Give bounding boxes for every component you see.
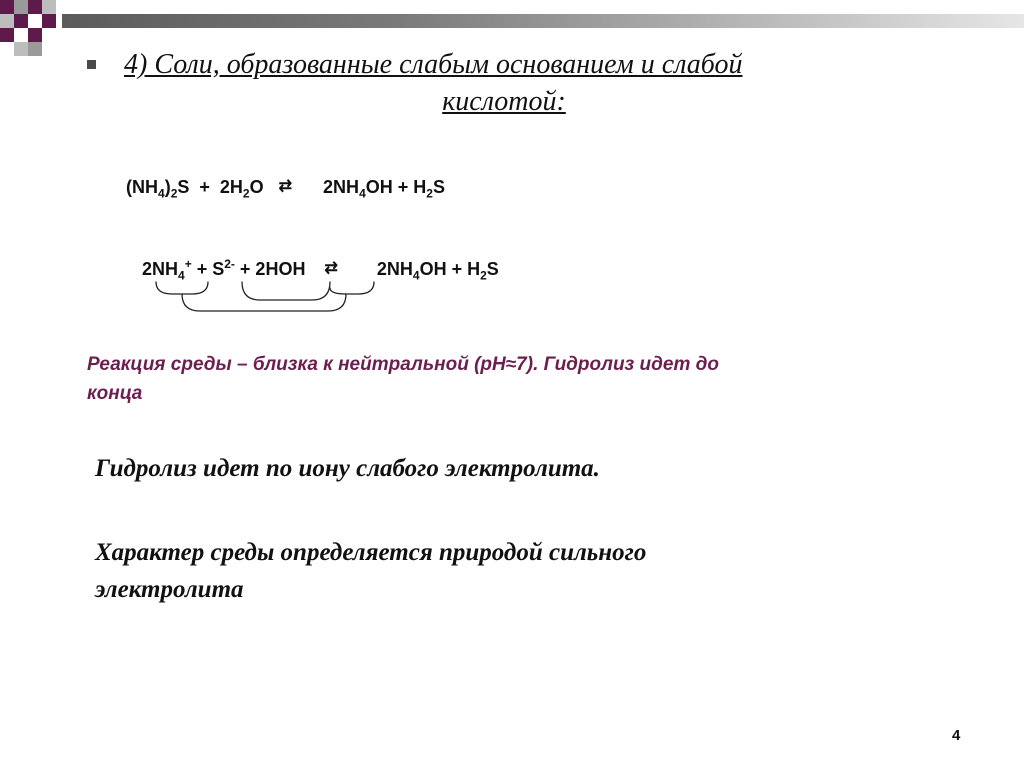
eq1-part: OH + H — [365, 177, 427, 197]
eq1-sub: 2 — [242, 186, 250, 201]
conclusion-1-text: Гидролиз идет по иону слабого электролита. — [95, 455, 600, 482]
equation-molecular — [126, 177, 445, 201]
eq2-part: 2NH — [376, 259, 413, 279]
corner-block-1 — [0, 0, 14, 14]
conclusion-2-line-1: Характер среды определяется природой сильного — [95, 539, 647, 566]
title-line-2: кислотой: — [442, 86, 566, 117]
eq2-part: OH + H — [419, 259, 481, 279]
reaction-medium-note — [87, 350, 957, 408]
conclusion-hydrolysis-ion — [95, 450, 915, 487]
conclusion-2-line-2: электролита — [95, 576, 244, 603]
reaction-note-line-2: конца — [87, 383, 143, 404]
eq1-part: O — [249, 177, 264, 197]
eq1-part: (NH — [126, 177, 158, 197]
corner-block-7 — [42, 14, 56, 28]
eq1-part: S — [432, 177, 445, 197]
eq1-part: 2NH — [323, 177, 360, 197]
eq2-sub: 4 — [178, 268, 185, 283]
corner-block-8 — [0, 28, 14, 42]
eq2-part: S — [486, 259, 499, 279]
title-line-1: 4) Соли, образованные слабым основанием и слабой — [124, 49, 743, 80]
corner-block-3 — [28, 0, 42, 14]
eq1-sub: 4 — [158, 186, 165, 201]
eq2-sub: 4 — [412, 268, 420, 283]
eq2-sub: 2 — [480, 268, 487, 283]
eq1-sub: 4 — [359, 186, 366, 201]
corner-block-10 — [14, 42, 28, 56]
bullet-square-icon — [87, 60, 96, 69]
equilibrium-arrow-icon: ⇄ — [278, 178, 293, 195]
eq2-part: 2NH — [142, 259, 179, 279]
eq2-part: + S — [191, 259, 225, 279]
corner-block-5 — [0, 14, 14, 28]
page-number: 4 — [952, 727, 961, 744]
corner-block-6 — [14, 14, 28, 28]
ion-binding-braces — [150, 278, 390, 318]
conclusion-medium-character — [95, 534, 915, 608]
header-gradient-band — [62, 14, 1024, 28]
eq2-sup: + — [184, 257, 192, 271]
eq1-part: S + 2H — [177, 177, 243, 197]
corner-block-2 — [14, 0, 28, 14]
reaction-note-line-1: Реакция среды – близка к нейтральной (рН≈7). Гидролиз идет до — [87, 354, 719, 375]
equilibrium-arrow-icon: ⇄ — [324, 260, 338, 277]
eq1-part: ) — [164, 177, 171, 197]
corner-block-4 — [42, 0, 56, 14]
eq2-part: + 2HOH — [234, 259, 306, 279]
eq1-sub: 2 — [170, 186, 178, 201]
corner-block-11 — [28, 42, 42, 56]
eq1-sub: 2 — [426, 186, 433, 201]
slide-title — [124, 46, 924, 120]
eq2-sup: 2- — [224, 257, 235, 271]
corner-block-9 — [28, 28, 42, 42]
